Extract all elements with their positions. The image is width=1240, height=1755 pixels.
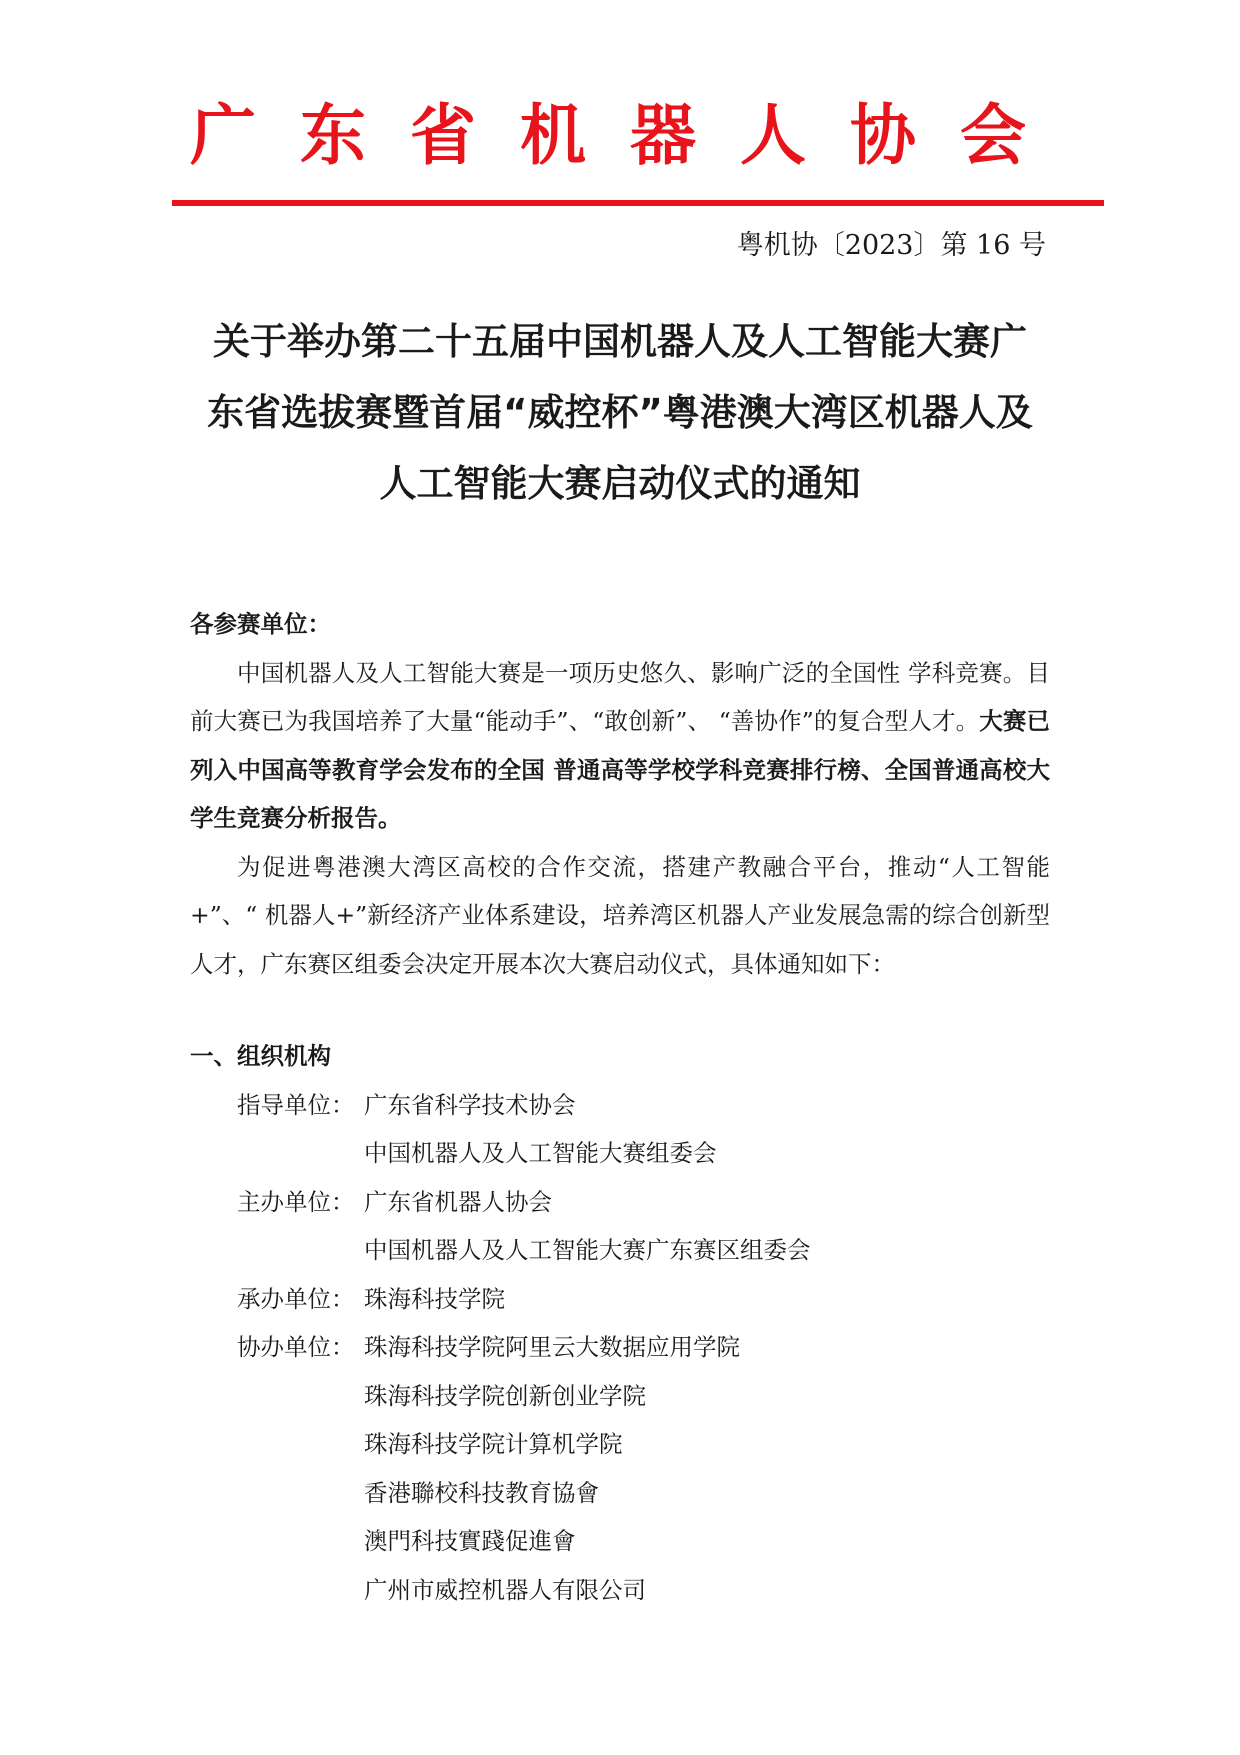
section-heading-organization: 一、组织机构: [190, 1042, 331, 1070]
intro-paragraph-text: 中国机器人及人工智能大赛是一项历史悠久、影响广泛的全国性 学科竞赛。目前大赛已为我国培养了大量“能动手”、“敢创新”、 “善协作”的复合型人才。: [190, 658, 1050, 735]
org-row: [190, 1129, 1050, 1178]
org-row: [190, 1420, 1050, 1469]
organization-list: [190, 1081, 1050, 1615]
notice-title-line: 东省选拔赛暨首届“威控杯”粤港澳大湾区机器人及: [207, 391, 1033, 434]
notice-title-line: 人工智能大赛启动仪式的通知: [379, 462, 861, 505]
org-row: [190, 1178, 1050, 1227]
org-role-label: 承办单位：: [237, 1284, 355, 1313]
org-row: [190, 1517, 1050, 1566]
intro-paragraph-bold-text: 大赛已列入中国高等教育学会发布的全国 普通高等学校学科竞赛排行榜、全国普通高校大学生竞赛分析报告。: [190, 707, 1051, 832]
org-name: 珠海科技学院计算机学院: [364, 1430, 623, 1458]
letterhead-red-rule: [172, 200, 1104, 206]
notice-title: [180, 306, 1060, 519]
org-name: 澳門科技實踐促進會: [364, 1527, 576, 1555]
org-row: [190, 1226, 1050, 1275]
org-name: 珠海科技学院创新创业学院: [364, 1381, 646, 1410]
org-row: [190, 1566, 1050, 1615]
org-name: 香港聯校科技教育協會: [364, 1478, 599, 1507]
intro-paragraph: [190, 649, 1050, 843]
org-role-label: 主办单位：: [237, 1187, 355, 1216]
org-role-label: [190, 1129, 364, 1178]
notice-body: [190, 600, 1050, 1614]
org-row: [190, 1469, 1050, 1518]
org-row: [190, 1275, 1050, 1324]
org-role-label: [190, 1469, 364, 1518]
org-role-label: 协办单位：: [237, 1333, 355, 1361]
org-name: 中国机器人及人工智能大赛组委会: [364, 1139, 717, 1167]
letterhead-org-name: 广东省机器人协会: [190, 97, 1070, 174]
org-name: 广州市威控机器人有限公司: [364, 1575, 646, 1604]
org-name: 广东省机器人协会: [364, 1187, 552, 1216]
salutation: 各参赛单位：: [190, 610, 331, 638]
document-number: 粤机协〔2023〕第 16 号: [736, 230, 1046, 261]
org-name: 中国机器人及人工智能大赛广东赛区组委会: [364, 1236, 811, 1264]
notice-title-line: 关于举办第二十五届中国机器人及人工智能大赛广: [213, 320, 1027, 363]
org-role-label: [190, 1226, 364, 1275]
org-name: 珠海科技学院阿里云大数据应用学院: [364, 1333, 740, 1361]
org-row: [190, 1372, 1050, 1421]
org-role-label: [190, 1420, 364, 1469]
org-role-label: [190, 1517, 364, 1566]
org-row: [190, 1323, 1050, 1372]
org-role-label: [190, 1372, 364, 1421]
org-name: 珠海科技学院: [364, 1284, 505, 1313]
purpose-paragraph: 为促进粤港澳大湾区高校的合作交流，搭建产教融合平台，推动“人工智能+”、“ 机器人+”新经济产业体系建设，培养湾区机器人产业发展急需的综合创新型人才，广东赛区组委会决定开展本次大赛启动仪式，具体通知如下：: [190, 852, 1050, 978]
org-row: [190, 1081, 1050, 1130]
org-name: 广东省科学技术协会: [364, 1090, 576, 1119]
org-role-label: [190, 1566, 364, 1615]
org-role-label: 指导单位：: [237, 1090, 355, 1119]
